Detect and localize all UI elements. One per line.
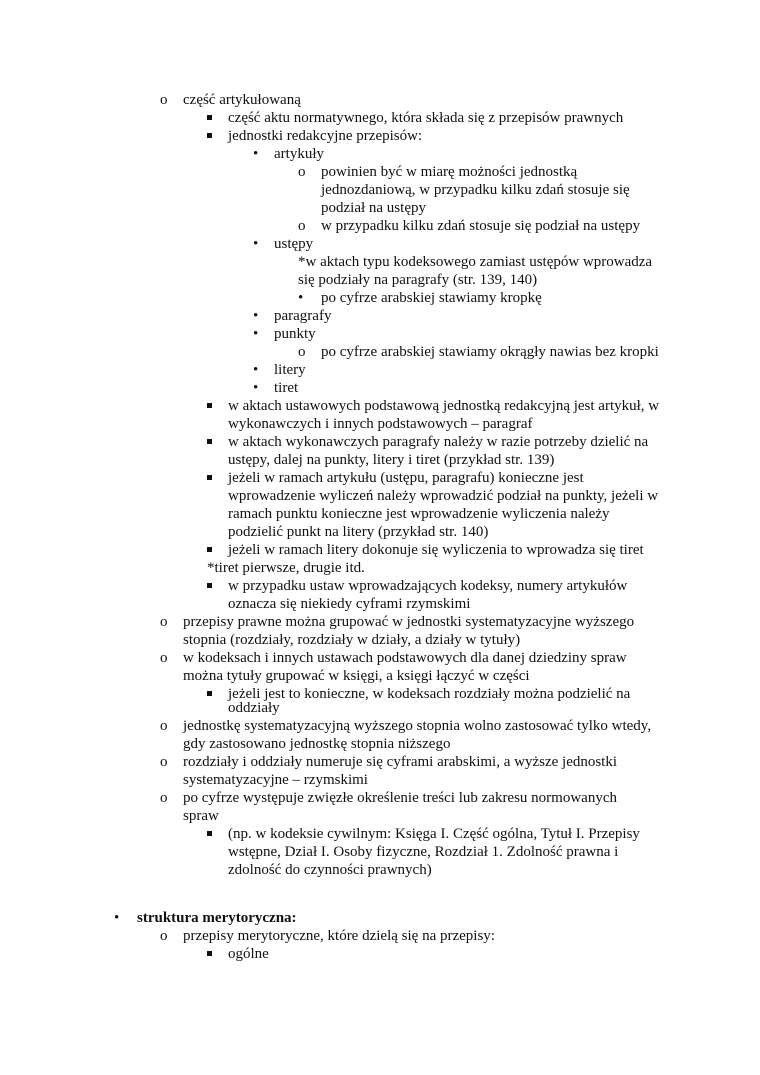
dot-bullet: • [253,146,259,162]
circle-bullet: o [160,718,168,734]
text-line: stopnia (rozdziały, rozdziały w działy, a działy w tytuły) [183,632,521,648]
text-line: spraw [183,808,219,824]
text-line: w aktach wykonawczych paragrafy należy w razie potrzeby dzielić na [228,434,649,450]
text-line: po cyfrze arabskiej stawiamy kropkę [321,290,542,306]
text-line: część artykułowaną [183,92,301,108]
dot-bullet: • [298,290,304,306]
circle-bullet: o [298,218,306,234]
text-line: systematyzacyjne – rzymskimi [183,772,368,788]
text-line: oznacza się niekiedy cyframi rzymskimi [228,596,471,612]
text-line: jeżeli w ramach litery dokonuje się wyliczenia to wprowadza się tiret [228,542,644,558]
text-line: wstępne, Dział I. Osoby fizyczne, Rozdział 1. Zdolność prawna i [228,844,619,860]
text-line: (np. w kodeksie cywilnym: Księga I. Część ogólna, Tytuł I. Przepisy [228,826,640,842]
text-line: jednostki redakcyjne przepisów: [228,128,423,144]
text-line: część aktu normatywnego, która składa się z przepisów prawnych [228,110,624,126]
square-bullet [207,397,212,415]
text-line: powinien być w miarę możności jednostką [321,164,578,180]
circle-bullet: o [160,92,168,108]
dot-bullet: • [253,236,259,252]
text-line: po cyfrze arabskiej stawiamy okrągły nawias bez kropki [321,344,659,360]
section-heading: struktura merytoryczna: [137,910,297,926]
text-line: jeżeli jest to konieczne, w kodeksach rozdziały można podzielić na [228,686,631,702]
text-line: przepisy merytoryczne, które dzielą się na przepisy: [183,928,495,944]
text-line: jednostkę systematyzacyjną wyższego stopnia wolno zastosować tylko wtedy, [183,718,652,734]
circle-bullet: o [160,790,168,806]
dot-bullet: • [253,362,259,378]
text-line: ustępy, dalej na punkty, litery i tiret (przykład str. 139) [228,452,555,468]
text-line: w kodeksach i innych ustawach podstawowych dla danej dziedziny spraw [183,650,627,666]
square-bullet [207,577,212,595]
text-line: litery [274,362,306,378]
square-bullet [207,685,212,703]
text-line: wykonawczych i innych podstawowych – paragraf [228,416,533,432]
text-line: podział na ustępy [321,200,426,216]
text-line: się podziały na paragrafy (str. 139, 140) [298,272,538,288]
square-bullet [207,825,212,843]
text-line: jednozdaniową, w przypadku kilku zdań stosuje się [321,182,630,198]
square-bullet [207,127,212,145]
text-line: w przypadku kilku zdań stosuje się podział na ustępy [321,218,641,234]
text-line: rozdziały i oddziały numeruje się cyframi arabskimi, a wyższe jednostki [183,754,618,770]
dot-bullet: • [253,308,259,324]
circle-bullet: o [160,614,168,630]
square-bullet [207,541,212,559]
text-line: w przypadku ustaw wprowadzających kodeksy, numery artykułów [228,578,628,594]
circle-bullet: o [298,164,306,180]
dot-bullet: • [253,380,259,396]
text-line: w aktach ustawowych podstawową jednostką redakcyjną jest artykuł, w [228,398,660,414]
square-bullet [207,945,212,963]
circle-bullet: o [160,650,168,666]
text-line: jeżeli w ramach artykułu (ustępu, paragrafu) konieczne jest [228,470,584,486]
text-line: artykuły [274,146,324,162]
text-line: można tytuły grupować w księgi, a księgi łączyć w części [183,668,530,684]
text-line: paragrafy [274,308,332,324]
circle-bullet: o [298,344,306,360]
text-line: gdy zastosowano jednostkę stopnia niższego [183,736,451,752]
text-line: *w aktach typu kodeksowego zamiast ustępów wprowadza [298,254,653,270]
text-line: ogólne [228,946,269,962]
text-line: tiret [274,380,299,396]
square-bullet [207,433,212,451]
dot-bullet: • [114,910,120,926]
circle-bullet: o [160,928,168,944]
text-line: wprowadzenie wyliczeń należy wprowadzić podział na punkty, jeżeli w [228,488,659,504]
text-line: zdolność do czynności prawnych) [228,862,432,878]
text-line: ustępy [274,236,314,252]
circle-bullet: o [160,754,168,770]
text-line: przepisy prawne można grupować w jednostki systematyzacyjne wyższego [183,614,635,630]
square-bullet [207,109,212,127]
text-line: ramach punktu konieczne jest wprowadzenie wyliczenia należy [228,506,610,522]
square-bullet [207,469,212,487]
dot-bullet: • [253,326,259,342]
text-line: po cyfrze występuje zwięzłe określenie treści lub zakresu normowanych [183,790,617,806]
text-line: podzielić punkt na litery (przykład str. 140) [228,524,489,540]
text-line: oddziały [228,700,280,716]
text-line: punkty [274,326,316,342]
text-line: *tiret pierwsze, drugie itd. [207,560,365,576]
